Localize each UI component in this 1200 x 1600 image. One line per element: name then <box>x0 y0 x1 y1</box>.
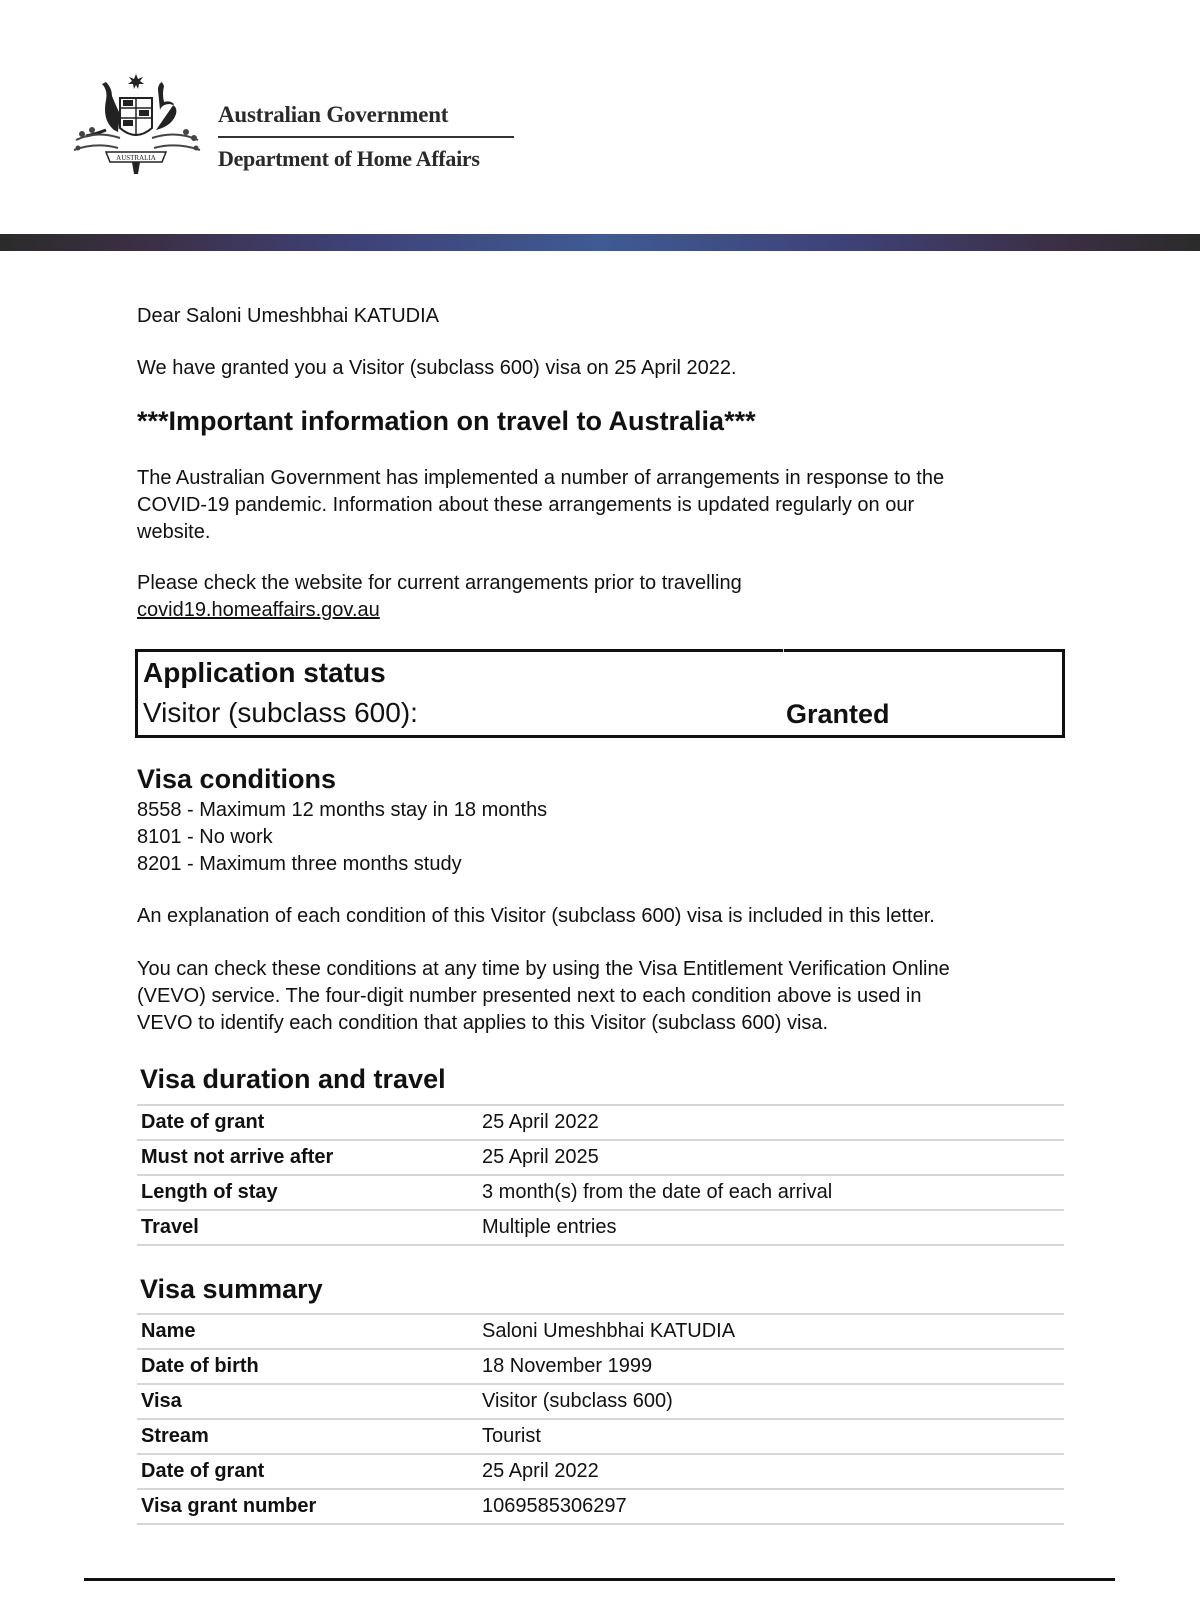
table-row <box>137 1350 1064 1385</box>
visa-conditions-heading: Visa conditions <box>137 764 337 794</box>
covid-paragraph <box>137 465 944 546</box>
row-label: Date of grant <box>141 1111 265 1133</box>
vevo-line-1: You can check these conditions at any time by using the Visa Entitlement Verification Online <box>137 958 950 980</box>
visa-summary-heading: Visa summary <box>140 1274 323 1304</box>
department-name: Department of Home Affairs <box>218 146 480 171</box>
table-row <box>137 1420 1064 1455</box>
status-badge: Granted <box>786 699 890 729</box>
application-status-box <box>135 649 1065 738</box>
conditions-list <box>137 797 547 878</box>
table-row <box>137 1490 1064 1525</box>
visa-summary-table <box>137 1313 1064 1525</box>
vevo-line-2: (VEVO) service. The four-digit number presented next to each condition above is used in <box>137 985 922 1007</box>
row-label: Date of grant <box>141 1460 265 1482</box>
table-row <box>137 1385 1064 1420</box>
table-row <box>137 1211 1064 1246</box>
covid-line-2: COVID-19 pandemic. Information about these arrangements is updated regularly on our <box>137 494 915 516</box>
row-value: 25 April 2025 <box>482 1146 599 1168</box>
table-row <box>137 1455 1064 1490</box>
status-label: Visitor (subclass 600): <box>143 697 418 728</box>
row-value: Multiple entries <box>482 1216 617 1238</box>
vevo-paragraph <box>137 956 950 1037</box>
svg-text:AUSTRALIA: AUSTRALIA <box>116 154 156 162</box>
condition-item: 8201 - Maximum three months study <box>137 853 462 875</box>
row-value: Visitor (subclass 600) <box>482 1390 673 1412</box>
row-label: Length of stay <box>141 1181 278 1203</box>
duration-travel-table <box>137 1104 1064 1246</box>
important-heading: ***Important information on travel to Australia*** <box>137 406 756 436</box>
table-row <box>137 1141 1064 1176</box>
footer-divider <box>84 1578 1115 1581</box>
grant-statement: We have granted you a Visitor (subclass 600) visa on 25 April 2022. <box>137 357 737 379</box>
row-label: Visa <box>141 1390 182 1412</box>
government-name: Australian Government <box>218 102 449 127</box>
table-row <box>137 1315 1064 1350</box>
coat-of-arms-icon <box>66 70 206 178</box>
check-website-paragraph <box>137 570 742 624</box>
covid-website-link[interactable]: covid19.homeaffairs.gov.au <box>137 599 380 621</box>
row-label: Date of birth <box>141 1355 259 1377</box>
table-row <box>137 1176 1064 1211</box>
duration-travel-heading: Visa duration and travel <box>140 1064 446 1094</box>
row-label: Visa grant number <box>141 1495 317 1517</box>
row-value: 25 April 2022 <box>482 1111 599 1133</box>
row-value: Saloni Umeshbhai KATUDIA <box>482 1320 736 1342</box>
row-label: Name <box>141 1320 196 1342</box>
salutation: Dear Saloni Umeshbhai KATUDIA <box>137 305 439 327</box>
row-value: 1069585306297 <box>482 1495 627 1517</box>
vevo-line-3: VEVO to identify each condition that applies to this Visitor (subclass 600) visa. <box>137 1012 829 1034</box>
agency-name-block <box>218 100 514 174</box>
condition-item: 8558 - Maximum 12 months stay in 18 months <box>137 799 548 821</box>
covid-line-3: website. <box>137 521 211 543</box>
conditions-explanation: An explanation of each condition of this Visitor (subclass 600) visa is included in this letter. <box>137 905 935 927</box>
letterhead <box>0 0 1200 236</box>
row-value: Tourist <box>482 1425 541 1447</box>
column-divider <box>783 649 784 652</box>
row-value: 25 April 2022 <box>482 1460 599 1482</box>
row-label: Must not arrive after <box>141 1146 334 1168</box>
header-color-band <box>0 234 1200 251</box>
status-title: Application status <box>143 657 386 688</box>
check-website-text: Please check the website for current arrangements prior to travelling <box>137 572 742 594</box>
row-value: 3 month(s) from the date of each arrival <box>482 1181 833 1203</box>
row-value: 18 November 1999 <box>482 1355 653 1377</box>
row-label: Stream <box>141 1425 209 1447</box>
header-divider <box>218 136 514 138</box>
covid-line-1: The Australian Government has implemented a number of arrangements in response to the <box>137 467 945 489</box>
condition-item: 8101 - No work <box>137 826 273 848</box>
table-row <box>137 1106 1064 1141</box>
row-label: Travel <box>141 1216 199 1238</box>
